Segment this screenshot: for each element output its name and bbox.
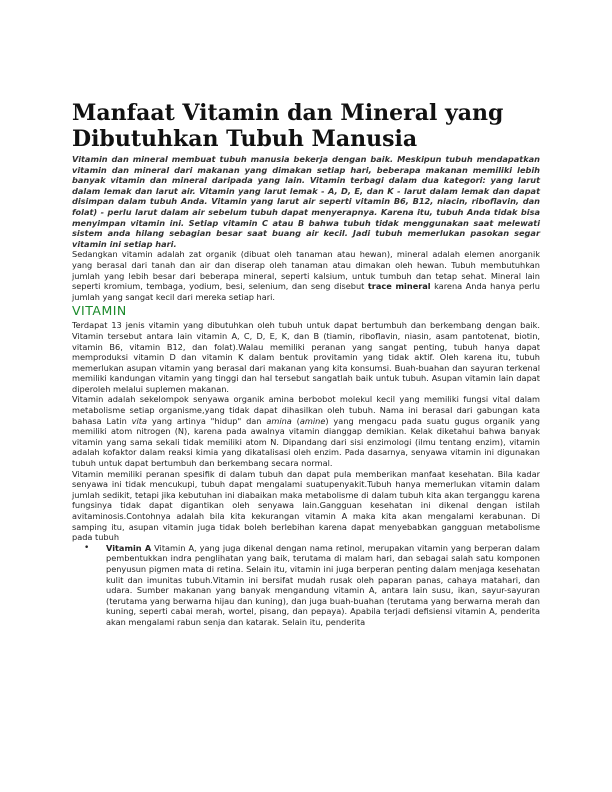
definition-text-a: Vitamin adalah sekelompok senyawa organik amina berbobot molekul kecil yang memiliki fungsi vital dalam metabolisme setiap organisme,yang tidak dapat dihasilkan oleh tubuh. Nama ini berasal dari gabungan kata bahasa Latin: [72, 394, 540, 426]
paragraph-vitamin-definition: [72, 394, 540, 468]
intro-text-before: Sedangkan vitamin adalah zat organik (dibuat oleh tanaman atau hewan), mineral adalah elemen anorganik yang berasal dari tanah dan air dan diserap oleh tanaman atau dimakan oleh hewan. Tubuh membutuhkan jumlah yang lebih besar dari beberapa mineral, seperti kalsium, untuk tumbuh dan tetap sehat. Mineral lain seperti kromium, tembaga, yodium, besi, selenium, dan seng disebut: [72, 249, 540, 292]
definition-term-amina: amina: [266, 415, 292, 426]
definition-term-amine: amine: [299, 415, 326, 426]
list-item: [106, 543, 540, 628]
page-title: Manfaat Vitamin dan Mineral yang Dibutuhkan Tubuh Manusia: [72, 100, 504, 152]
list-item-label: Vitamin A: [106, 542, 152, 553]
lead-paragraph: Vitamin dan mineral membuat tubuh manusia bekerja dengan baik. Meskipun tubuh mendapatkan vitamin dan mineral dari makanan yang dimakan setiap hari, beberapa makanan memiliki lebih banyak vitamin dan mineral daripada yang lain. Vitamin terbagi dalam dua kategori: yang larut dalam lemak dan larut air. Vitamin yang larut lemak - A, D, E, dan K - larut dalam lemak dan dapat disimpan dalam tubuh Anda. Vitamin yang larut air seperti vitamin B6, B12, niacin, riboflavin, dan folat) - perlu larut dalam air sebelum tubuh dapat menyerapnya. Karena itu, tubuh Anda tidak bisa menyimpan vitamin ini. Setiap vitamin C atau B bahwa tubuh tidak menggunakan saat melewati sistem anda hilang sebagian besar saat buang air kecil. Jadi tubuh memerlukan pasokan segar vitamin ini setiap hari.: [72, 154, 540, 249]
intro-paragraph: [72, 249, 540, 302]
document-page: [72, 100, 540, 628]
definition-term-vita: vita: [131, 415, 147, 426]
definition-text-d: ) yang mengacu pada suatu gugus organik yang memiliki atom nitrogen (N), karena pada awalnya vitamin dianggap demikian. Kelak diketahui bahwa banyak vitamin yang sama sekali tidak memiliki atom N. Dipandang dari sisi enzimologi (ilmu tentang enzim), vitamin adalah kofaktor dalam reaksi kimia yang dikatalisasi oleh enzim. Pada dasarnya, senyawa vitamin ini digunakan tubuh untuk dapat bertumbuh dan berkembang secara normal.: [72, 415, 540, 469]
paragraph-vitamin-types: Terdapat 13 jenis vitamin yang dibutuhkan oleh tubuh untuk dapat bertumbuh dan berkembang dengan baik. Vitamin tersebut antara lain vitamin A, C, D, E, K, dan B (tiamin, riboflavin, niasin, asam pantotenat, biotin, vitamin B6, vitamin B12, dan folat).Walau memiliki peranan yang sangat penting, tubuh hanya dapat memproduksi vitamin D dan vitamin K dalam bentuk provitamin yang tidak aktif. Oleh karena itu, tubuh memerlukan asupan vitamin yang berasal dari makanan yang kita konsumsi. Buah-buahan dan sayuran terkenal memiliki kandungan vitamin yang tinggi dan hal tersebut sangatlah baik untuk tubuh. Asupan vitamin lain dapat diperoleh melalui suplemen makanan.: [72, 320, 540, 394]
definition-text-c: (: [291, 415, 300, 426]
definition-text-b: yang artinya "hidup" dan: [147, 415, 267, 426]
vitamin-list: [72, 543, 540, 628]
intro-bold-term: trace mineral: [367, 281, 431, 292]
paragraph-vitamin-role: Vitamin memiliki peranan spesifik di dalam tubuh dan dapat pula memberikan manfaat kesehatan. Bila kadar senyawa ini tidak mencukupi, tubuh dapat mengalami suatupenyakit.Tubuh hanya memerlukan vitamin dalam jumlah sedikit, tetapi jika kebutuhan ini diabaikan maka metabolisme di dalam tubuh kita akan terganggu karena fungsinya tidak dapat digantikan oleh senyawa lain.Gangguan kesehatan ini dikenal dengan istilah avitaminosis.Contohnya adalah bila kita kekurangan vitamin A maka kita akan mengalami kerabunan. Di samping itu, asupan vitamin juga tidak boleh berlebihan karena dapat menyebabkan gangguan metabolisme pada tubuh: [72, 468, 540, 543]
intro-text-after: karena Anda hanya perlu jumlah yang sangat kecil dari mereka setiap hari.: [72, 281, 540, 302]
section-heading-vitamin: VITAMIN: [72, 303, 127, 319]
list-item-text: Vitamin A, yang juga dikenal dengan nama retinol, merupakan vitamin yang berperan dalam pembentukkan indra penglihatan yang baik, terutama di malam hari, dan sebagai salah satu komponen penyusun pigmen mata di retina. Selain itu, vitamin ini juga berperan penting dalam menjaga kesehatan kulit dan imunitas tubuh.Vitamin ini bersifat mudah rusak oleh paparan panas, cahaya matahari, dan udara. Sumber makanan yang banyak mengandung vitamin A, antara lain susu, ikan, sayur-sayuran (terutama yang berwarna hijau dan kuning), dan juga buah-buahan (terutama yang berwarna merah dan kuning, seperti cabai merah, wortel, pisang, dan pepaya). Apabila terjadi defisiensi vitamin A, penderita akan mengalami rabun senja dan katarak. Selain itu, penderita: [106, 542, 540, 627]
